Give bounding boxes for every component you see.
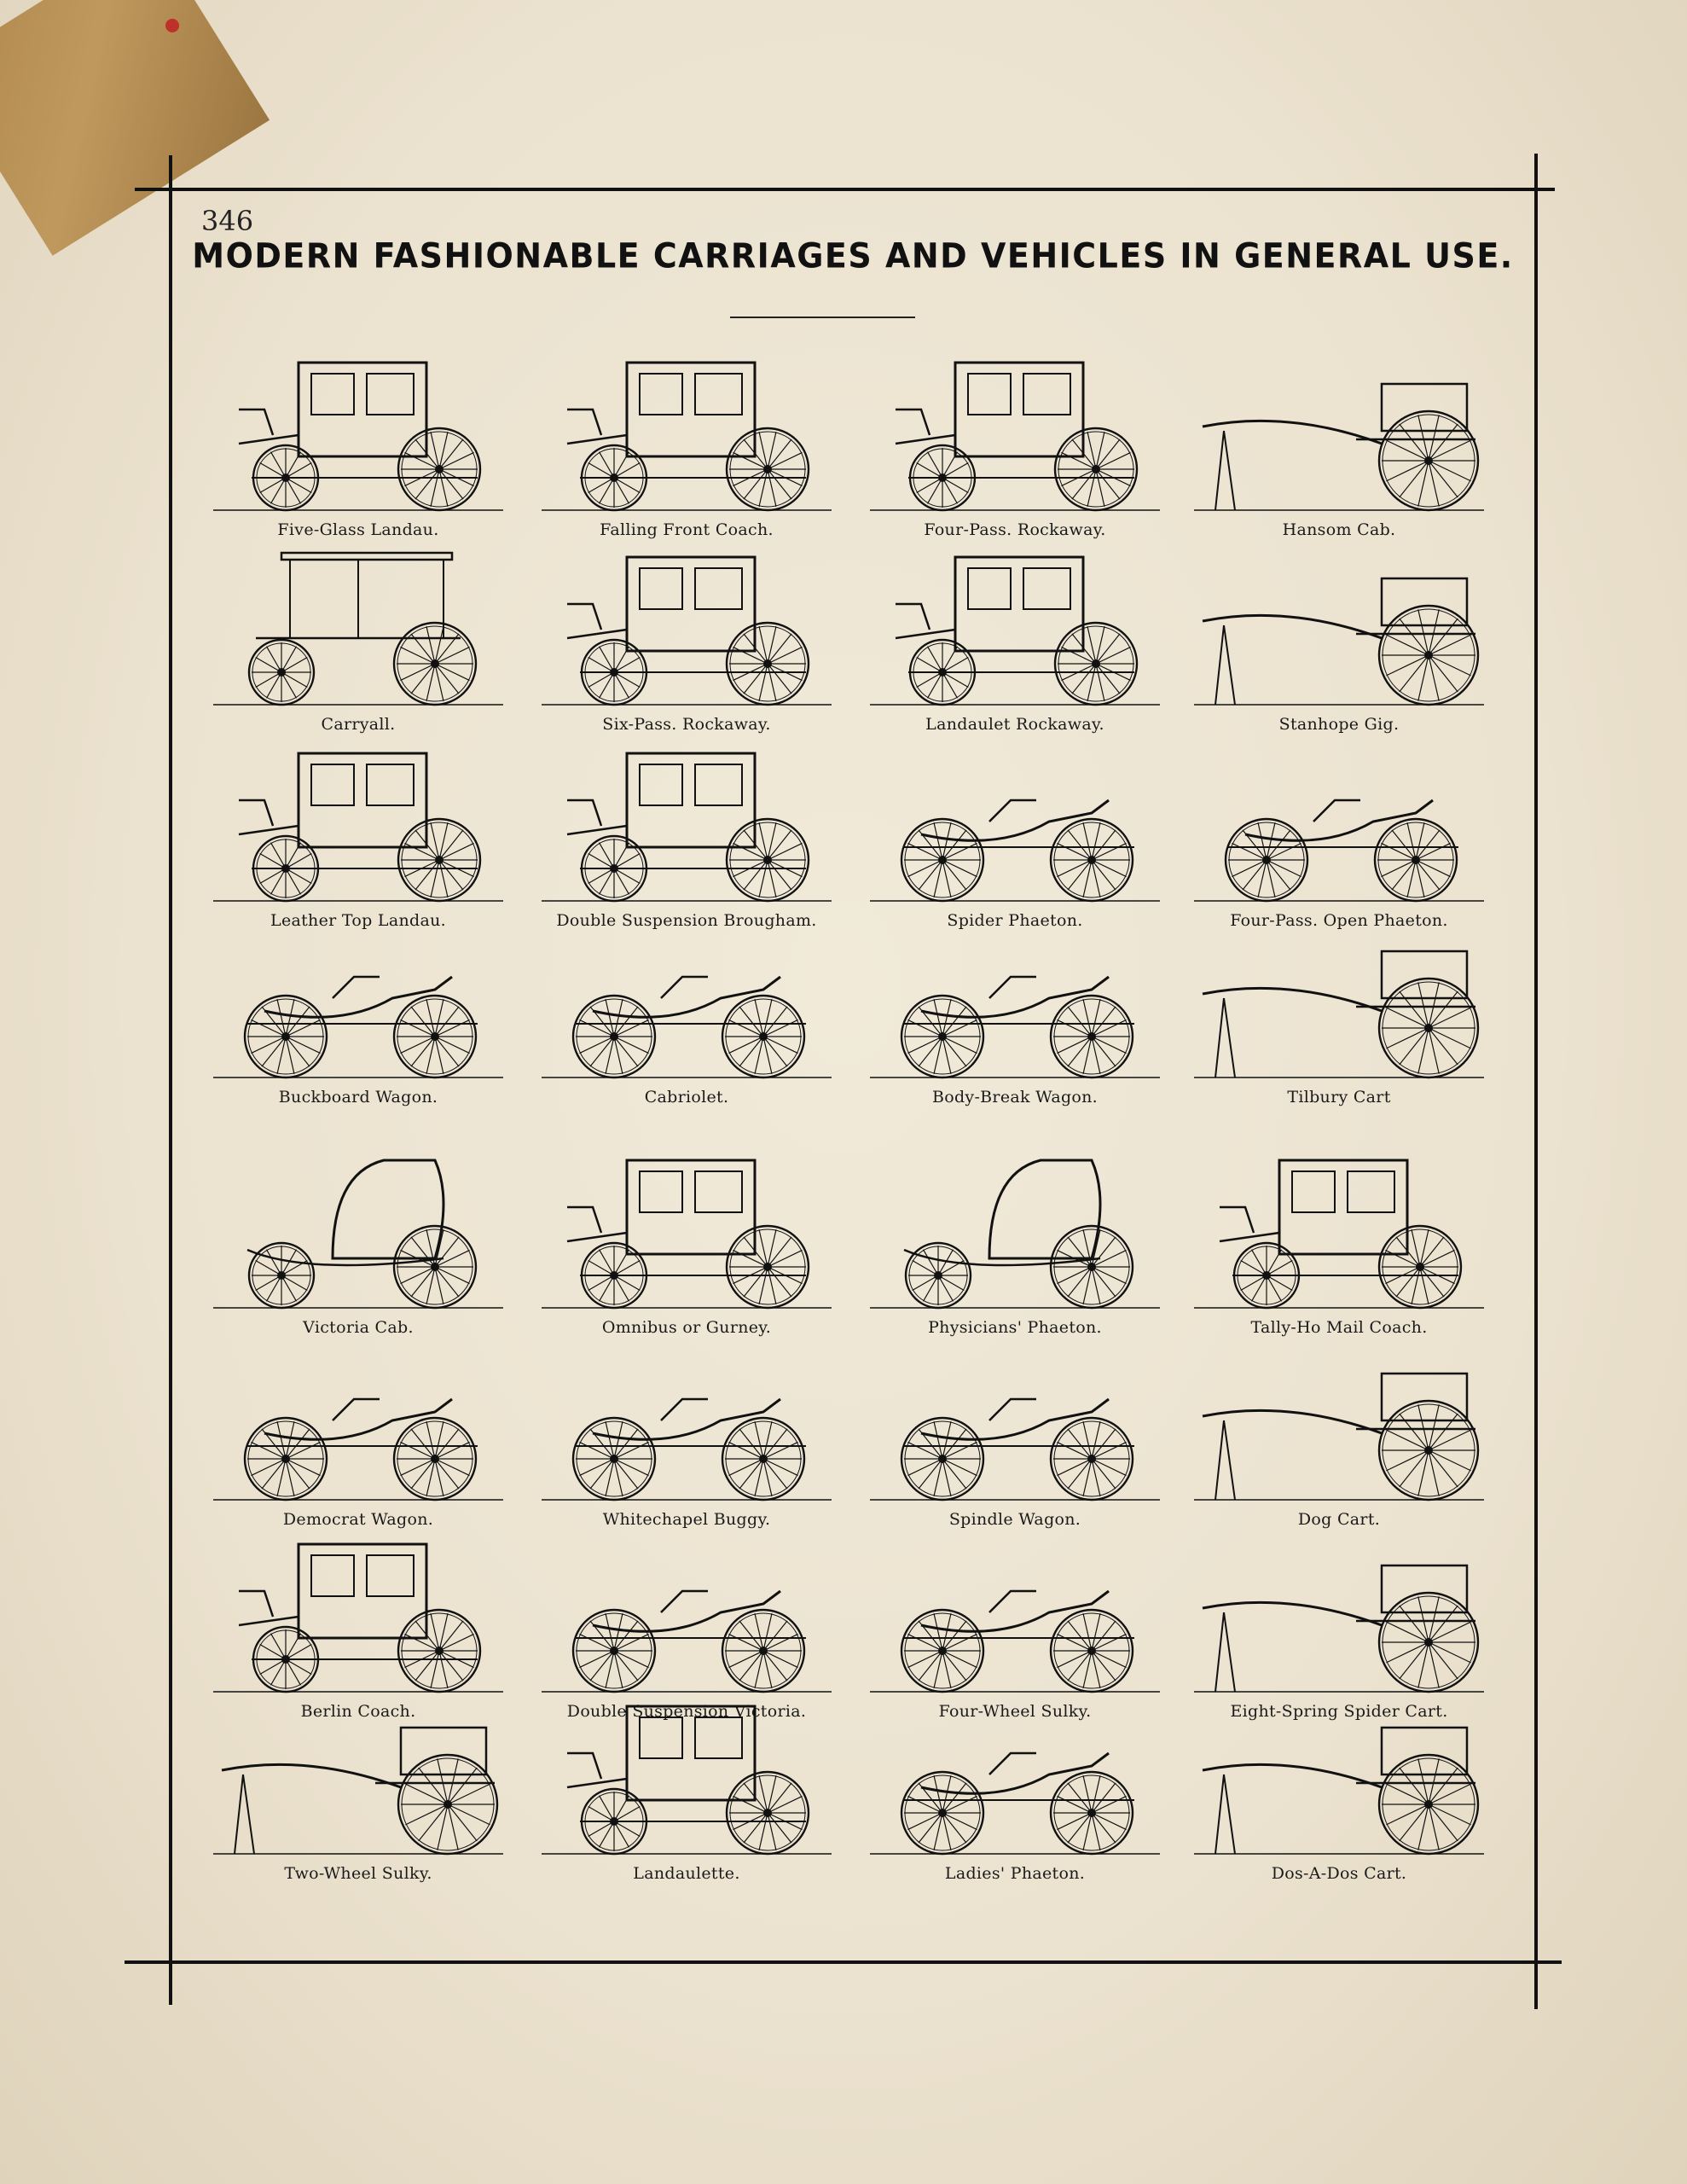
vehicle-caption: Physicians' Phaeton. bbox=[928, 1318, 1102, 1337]
vehicle-figure bbox=[525, 917, 849, 1115]
carriage-engraving bbox=[533, 1531, 840, 1698]
carriage-engraving bbox=[1186, 544, 1493, 711]
carriage-engraving bbox=[861, 917, 1168, 1083]
vehicle-caption: Dog Cart. bbox=[1297, 1510, 1381, 1529]
vehicle-caption: Body-Break Wagon. bbox=[931, 1088, 1099, 1107]
vehicle-caption: Whitechapel Buggy. bbox=[602, 1510, 771, 1529]
frame-left-rule bbox=[169, 155, 172, 2005]
vehicle-caption: Spider Phaeton. bbox=[947, 911, 1083, 930]
carriage-engraving bbox=[861, 1147, 1168, 1314]
vehicle-caption: Falling Front Coach. bbox=[600, 520, 774, 539]
vehicle-figure bbox=[196, 741, 520, 938]
vehicle-figure bbox=[525, 544, 849, 742]
carriage-engraving bbox=[1186, 1693, 1493, 1860]
carriage-engraving bbox=[205, 544, 512, 711]
vehicle-caption: Hansom Cab. bbox=[1282, 520, 1396, 539]
vehicle-figure bbox=[196, 1693, 520, 1891]
frame-bottom-rule bbox=[125, 1960, 1562, 1964]
vehicle-figure bbox=[853, 1339, 1177, 1537]
pin-mark bbox=[165, 19, 179, 32]
vehicle-figure bbox=[1177, 544, 1501, 742]
vehicle-caption: Stanhope Gig. bbox=[1278, 715, 1400, 734]
carriage-engraving bbox=[861, 1339, 1168, 1506]
vehicle-caption: Landaulette. bbox=[633, 1864, 740, 1883]
carriage-engraving bbox=[861, 1531, 1168, 1698]
vehicle-caption: Dos-A-Dos Cart. bbox=[1271, 1864, 1407, 1883]
vehicle-caption: Omnibus or Gurney. bbox=[601, 1318, 772, 1337]
vehicle-caption: Double Suspension Victoria. bbox=[566, 1702, 807, 1721]
carriage-engraving bbox=[533, 350, 840, 516]
carriage-engraving bbox=[1186, 1339, 1493, 1506]
vehicle-figure bbox=[196, 350, 520, 548]
carriage-engraving bbox=[1186, 1147, 1493, 1314]
carriage-engraving bbox=[533, 917, 840, 1083]
vehicle-caption: Buckboard Wagon. bbox=[278, 1088, 438, 1107]
carriage-engraving bbox=[205, 1339, 512, 1506]
carriage-grid bbox=[196, 350, 1501, 1937]
carriage-engraving bbox=[533, 1693, 840, 1860]
vehicle-figure bbox=[853, 741, 1177, 938]
carriage-engraving bbox=[205, 917, 512, 1083]
carriage-engraving bbox=[1186, 1531, 1493, 1698]
vehicle-caption: Berlin Coach. bbox=[300, 1702, 416, 1721]
vehicle-figure bbox=[196, 1147, 520, 1345]
vehicle-figure bbox=[525, 1147, 849, 1345]
vehicle-caption: Leather Top Landau. bbox=[270, 911, 446, 930]
vehicle-figure bbox=[1177, 741, 1501, 938]
carriage-engraving bbox=[205, 1147, 512, 1314]
vehicle-figure bbox=[525, 1339, 849, 1537]
carriage-engraving bbox=[1186, 741, 1493, 907]
vehicle-figure bbox=[1177, 917, 1501, 1115]
carriage-engraving bbox=[205, 1531, 512, 1698]
vehicle-caption: Spindle Wagon. bbox=[948, 1510, 1081, 1529]
frame-right-rule bbox=[1534, 154, 1538, 2009]
vehicle-figure bbox=[853, 1147, 1177, 1345]
vehicle-figure bbox=[196, 544, 520, 742]
carriage-engraving bbox=[861, 544, 1168, 711]
title-divider bbox=[730, 317, 915, 318]
vehicle-caption: Four-Pass. Open Phaeton. bbox=[1230, 911, 1448, 930]
carriage-engraving bbox=[533, 544, 840, 711]
page-number: 346 bbox=[201, 205, 254, 237]
carriage-engraving bbox=[533, 1147, 840, 1314]
vehicle-figure bbox=[1177, 1339, 1501, 1537]
vehicle-figure bbox=[525, 741, 849, 938]
vehicle-caption: Double Suspension Brougham. bbox=[556, 911, 817, 930]
vehicle-caption: Four-Pass. Rockaway. bbox=[924, 520, 1106, 539]
vehicle-caption: Six-Pass. Rockaway. bbox=[602, 715, 771, 734]
vehicle-caption: Five-Glass Landau. bbox=[277, 520, 439, 539]
carriage-engraving bbox=[1186, 350, 1493, 516]
vehicle-figure bbox=[853, 350, 1177, 548]
carriage-engraving bbox=[861, 1693, 1168, 1860]
vehicle-caption: Tally-Ho Mail Coach. bbox=[1250, 1318, 1428, 1337]
carriage-engraving bbox=[533, 1339, 840, 1506]
vehicle-figure bbox=[196, 1339, 520, 1537]
carriage-engraving bbox=[205, 1693, 512, 1860]
vehicle-figure bbox=[525, 350, 849, 548]
vehicle-figure bbox=[1177, 1147, 1501, 1345]
vehicle-caption: Eight-Spring Spider Cart. bbox=[1230, 1702, 1448, 1721]
vehicle-caption: Ladies' Phaeton. bbox=[944, 1864, 1086, 1883]
vehicle-caption: Landaulet Rockaway. bbox=[925, 715, 1104, 734]
carriage-engraving bbox=[205, 741, 512, 907]
vehicle-figure bbox=[196, 917, 520, 1115]
vehicle-caption: Cabriolet. bbox=[644, 1088, 729, 1107]
vehicle-figure bbox=[1177, 1693, 1501, 1891]
vehicle-figure bbox=[853, 1693, 1177, 1891]
carriage-engraving bbox=[205, 350, 512, 516]
vehicle-caption: Victoria Cab. bbox=[303, 1318, 414, 1337]
vehicle-caption: Carryall. bbox=[321, 715, 396, 734]
vehicle-caption: Tilbury Cart bbox=[1287, 1088, 1391, 1107]
vehicle-figure bbox=[1177, 350, 1501, 548]
vehicle-figure bbox=[853, 917, 1177, 1115]
page-title: MODERN FASHIONABLE CARRIAGES AND VEHICLES IN GENERAL USE. bbox=[192, 235, 1514, 276]
vehicle-figure bbox=[525, 1693, 849, 1891]
frame-top-rule bbox=[135, 188, 1555, 191]
vehicle-figure bbox=[853, 544, 1177, 742]
carriage-engraving bbox=[861, 741, 1168, 907]
vehicle-caption: Two-Wheel Sulky. bbox=[284, 1864, 432, 1883]
carriage-engraving bbox=[1186, 917, 1493, 1083]
vehicle-caption: Democrat Wagon. bbox=[282, 1510, 434, 1529]
carriage-engraving bbox=[861, 350, 1168, 516]
carriage-engraving bbox=[533, 741, 840, 907]
vehicle-caption: Four-Wheel Sulky. bbox=[938, 1702, 1092, 1721]
